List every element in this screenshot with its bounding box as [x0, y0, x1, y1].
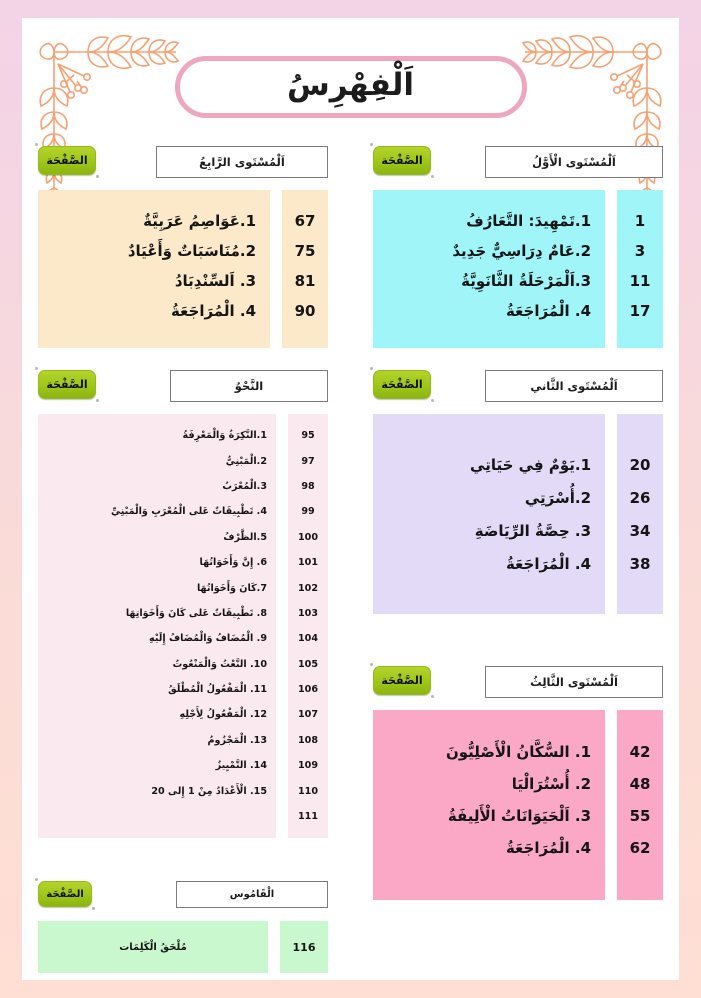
page-number: 1 — [634, 212, 646, 230]
index-page — [22, 18, 679, 980]
page-number: 111 — [297, 811, 319, 823]
page-number: 48 — [629, 775, 651, 793]
page-number: 105 — [297, 658, 319, 670]
page-column-badge: الصَّفْحَة — [373, 370, 431, 399]
page-number: 26 — [629, 488, 651, 507]
page-number: 107 — [297, 709, 319, 721]
list-item[interactable]: 4. الْمُرَاجَعَةُ — [505, 839, 591, 857]
list-item[interactable]: 9. الْمُضَافُ وَالْمُضَافُ إِلَيْهِ — [149, 633, 267, 645]
list-item[interactable]: 14. التَّمْيِيزُ — [215, 760, 267, 772]
entries-column — [38, 414, 276, 838]
page-number: 99 — [301, 506, 315, 518]
section-title: اَلْمُسْتَوى الرَّابِعُ — [156, 146, 328, 178]
section-title: النَّحْوُ — [170, 370, 328, 402]
section-grammar — [38, 370, 328, 838]
page-number: 98 — [301, 480, 315, 492]
section-level-one — [373, 146, 663, 348]
list-item[interactable]: 1.النَّكِرَةُ وَالْمَعْرِفَةُ — [182, 430, 267, 442]
page-number: 17 — [629, 302, 651, 320]
list-item[interactable]: 7.كَانَ وَأَخَوَاتُهَا — [196, 582, 267, 594]
list-item[interactable]: مُلْحَقُ الْكَلِمَات — [119, 941, 187, 953]
page-column-badge: الصَّفْحَة — [38, 881, 92, 907]
list-item[interactable]: 2.مُنَاسَبَاتٌ وَأَعْيَادٌ — [127, 242, 256, 260]
page-number: 97 — [301, 455, 315, 467]
page-number: 106 — [297, 684, 319, 696]
section-body — [38, 414, 328, 838]
page-number: 104 — [297, 633, 319, 645]
page-number: 110 — [297, 785, 319, 797]
page-number: 20 — [629, 455, 651, 474]
list-item[interactable]: 10. النَّعْتُ وَالْمَنْعُوتُ — [172, 658, 267, 670]
list-item[interactable]: 8. تَطْبِيقَاتٌ عَلى كَانَ وَأَخَوَاتِهَا — [125, 607, 267, 619]
pages-column — [617, 710, 663, 900]
pages-column — [280, 921, 328, 973]
page-number: 75 — [294, 242, 316, 260]
section-title: اَلْمُسْتَوى الثَّالِثُ — [485, 666, 663, 698]
list-item[interactable]: 4. الْمُرَاجَعَةُ — [170, 302, 256, 320]
list-item[interactable]: 4. الْمُرَاجَعَةُ — [505, 302, 591, 320]
page-number: 103 — [297, 607, 319, 619]
entries-column — [373, 710, 605, 900]
list-item[interactable]: 11. الْمَفْعُولُ الْمُطْلَقُ — [168, 684, 267, 696]
page-number: 101 — [297, 557, 319, 569]
list-item[interactable]: 15. الْأَعْدَادُ مِنْ 1 إِلى 20 — [151, 785, 267, 797]
page-number: 108 — [297, 734, 319, 746]
section-header — [38, 146, 328, 180]
section-body — [38, 190, 328, 348]
pages-column — [617, 190, 663, 348]
page-number: 11 — [629, 272, 651, 290]
section-title: اَلْمُسْتَوى الْأَوَّلُ — [485, 146, 663, 178]
section-dictionary — [38, 881, 328, 973]
list-item[interactable]: 3.اَلْمَرْحَلَةُ الثَّانَوِيَّةُ — [461, 272, 591, 290]
entries-column — [38, 190, 270, 348]
section-header — [373, 146, 663, 180]
section-header — [38, 881, 328, 911]
pages-column — [282, 190, 328, 348]
section-header — [373, 666, 663, 700]
list-item[interactable]: 1. السُّكَّانُ الْأَصْلِيُّونَ — [445, 743, 591, 761]
page-number: 55 — [629, 807, 651, 825]
entries-column — [373, 190, 605, 348]
pages-column — [617, 414, 663, 614]
section-body — [38, 921, 328, 973]
list-item[interactable]: 2.عَامٌ دِرَاسِيٌّ جَدِيدٌ — [452, 242, 591, 260]
section-header — [38, 370, 328, 404]
section-level-four — [38, 146, 328, 348]
page-column-badge: الصَّفْحَة — [373, 666, 431, 695]
list-item[interactable]: 3. حِصَّةُ الرِّيَاضَةِ — [474, 521, 591, 540]
page-title: اَلْفِهْرِسُ — [286, 66, 415, 103]
page-number: 100 — [297, 531, 319, 543]
list-item[interactable]: 4. الْمُرَاجَعَةُ — [505, 554, 591, 573]
page-number: 34 — [629, 521, 651, 540]
list-item[interactable]: 13. الْمَجْزُومُ — [207, 734, 267, 746]
list-item[interactable]: 2.أُسْرَتِي — [524, 488, 591, 507]
page-number: 90 — [294, 302, 316, 320]
list-item[interactable]: 2. أُسْتُرَالْيَا — [511, 775, 591, 793]
section-header — [373, 370, 663, 404]
page-title-pill — [175, 56, 527, 118]
list-item[interactable]: 6. إِنَّ وَأَخَوَاتُهَا — [199, 557, 267, 569]
list-item[interactable]: 1.يَوْمٌ فِي حَيَاتِي — [470, 455, 591, 474]
pages-column — [288, 414, 328, 838]
page-number: 62 — [629, 839, 651, 857]
list-item[interactable]: 3. اَلسِّنْدِبَادُ — [174, 272, 256, 290]
page-number: 42 — [629, 743, 651, 761]
section-level-three — [373, 666, 663, 900]
page-number: 3 — [634, 242, 646, 260]
list-item[interactable]: 4. تَطْبِيقَاتٌ عَلى الْمُعْرَبِ وَالْمَبْنِيِّ — [111, 506, 267, 518]
section-body — [373, 414, 663, 614]
section-level-two — [373, 370, 663, 614]
section-body — [373, 190, 663, 348]
page-number: 67 — [294, 212, 316, 230]
page-column-badge: الصَّفْحَة — [38, 146, 96, 175]
section-body — [373, 710, 663, 900]
list-item[interactable]: 12. الْمَفْعُولُ لِأَجْلِهِ — [179, 709, 267, 721]
list-item[interactable]: 3. اَلْحَيَوَانَاتُ الْأَلِيفَةُ — [447, 807, 591, 825]
page-column-badge: الصَّفْحَة — [38, 370, 96, 399]
page-number: 116 — [292, 940, 316, 954]
section-title: اَلْمُسْتَوى الثَّاني — [485, 370, 663, 402]
entries-column — [373, 414, 605, 614]
list-item[interactable]: 5.الظَّرْفُ — [223, 531, 267, 543]
page-number: 38 — [629, 554, 651, 573]
list-item[interactable]: 1.تَمْهِيدَ: التَّعَارُفُ — [466, 212, 591, 230]
page-column-badge: الصَّفْحَة — [373, 146, 431, 175]
page-number: 102 — [297, 582, 319, 594]
entries-column — [38, 921, 268, 973]
page-number: 95 — [301, 430, 315, 442]
page-number: 81 — [294, 272, 316, 290]
list-item[interactable]: 3.الْمُعْرَبُ — [222, 480, 267, 492]
section-title: الْقَامُوس — [176, 881, 328, 908]
list-item[interactable]: 1.عَوَاصِمُ عَرَبِيَّةٌ — [143, 212, 256, 230]
page-number: 109 — [297, 760, 319, 772]
list-item[interactable]: 2.الْمَبْنِيُّ — [225, 455, 267, 467]
